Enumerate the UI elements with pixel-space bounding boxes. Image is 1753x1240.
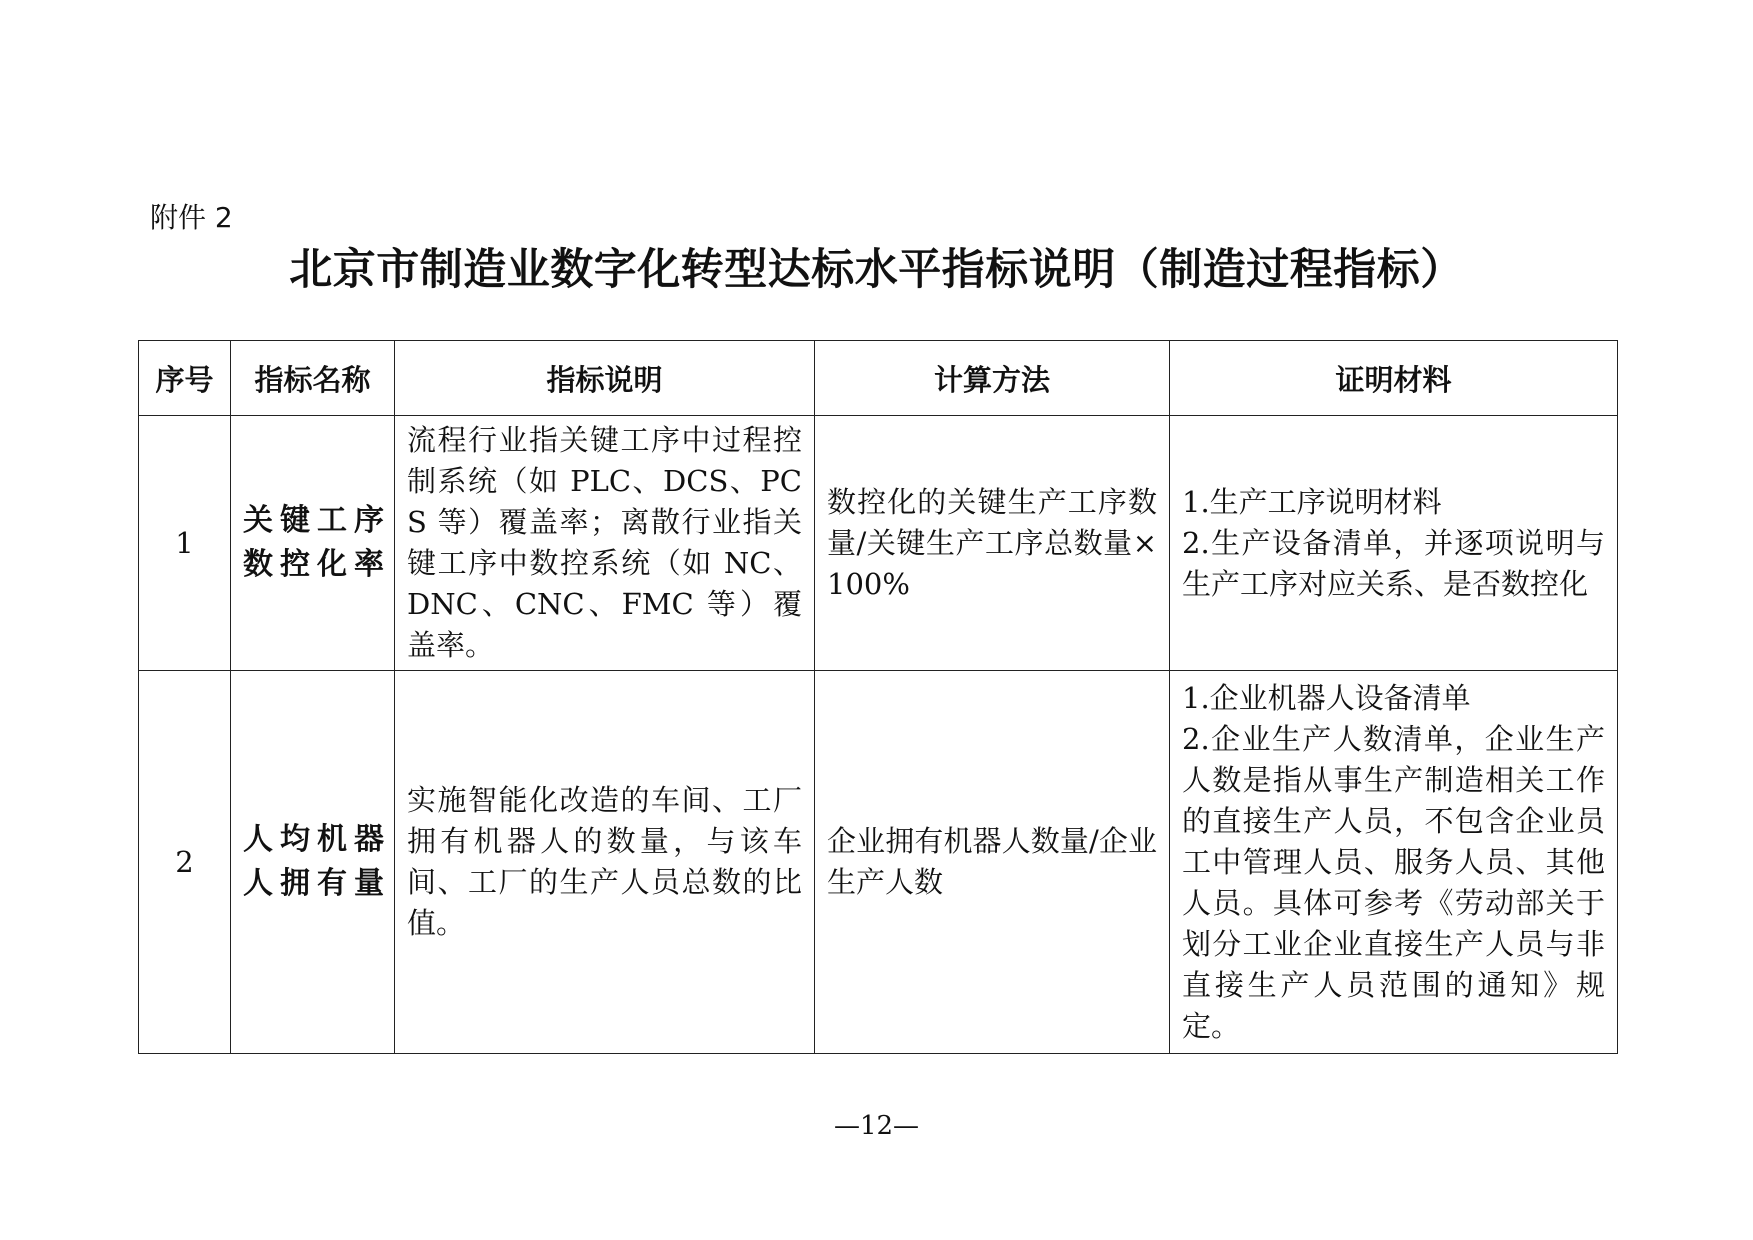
row-proof bbox=[1170, 671, 1618, 1054]
header-name: 指标名称 bbox=[231, 341, 395, 416]
attachment-label: 附件 2 bbox=[150, 201, 233, 234]
row-indicator-name: 人均机器人拥有量 bbox=[231, 671, 395, 1054]
proof-item: 2.生产设备清单，并逐项说明与生产工序对应关系、是否数控化 bbox=[1182, 525, 1605, 601]
row-method: 企业拥有机器人数量/企业生产人数 bbox=[815, 671, 1170, 1054]
row-description: 实施智能化改造的车间、工厂拥有机器人的数量，与该车间、工厂的生产人员总数的比值。 bbox=[395, 671, 815, 1054]
header-method: 计算方法 bbox=[815, 341, 1170, 416]
indicator-table bbox=[138, 340, 1618, 1054]
proof-item: 1.企业机器人设备清单 bbox=[1182, 680, 1471, 715]
header-seq: 序号 bbox=[139, 341, 231, 416]
row-proof bbox=[1170, 416, 1618, 671]
row-seq: 1 bbox=[139, 416, 231, 671]
row-description: 流程行业指关键工序中过程控制系统（如 PLC、DCS、PCS 等）覆盖率；离散行业指关键工序中数控系统（如 NC、DNC、CNC、FMC 等）覆盖率。 bbox=[395, 416, 815, 671]
page-number: —12— bbox=[833, 1111, 920, 1141]
row-method: 数控化的关键生产工序数量/关键生产工序总数量×100% bbox=[815, 416, 1170, 671]
row-seq: 2 bbox=[139, 671, 231, 1054]
table-header-row bbox=[139, 341, 1618, 416]
header-description: 指标说明 bbox=[395, 341, 815, 416]
table-row bbox=[139, 671, 1618, 1054]
document-title: 北京市制造业数字化转型达标水平指标说明（制造过程指标） bbox=[289, 245, 1464, 295]
header-proof: 证明材料 bbox=[1170, 341, 1618, 416]
table-row bbox=[139, 416, 1618, 671]
proof-item: 2.企业生产人数清单，企业生产人数是指从事生产制造相关工作的直接生产人员，不包含企业员工中管理人员、服务人员、其他人员。具体可参考《劳动部关于划分工业企业直接生产人员与非直接生产人员范围的通知》规定。 bbox=[1182, 721, 1605, 1043]
row-indicator-name: 关键工序数控化率 bbox=[231, 416, 395, 671]
proof-item: 1.生产工序说明材料 bbox=[1182, 484, 1442, 519]
